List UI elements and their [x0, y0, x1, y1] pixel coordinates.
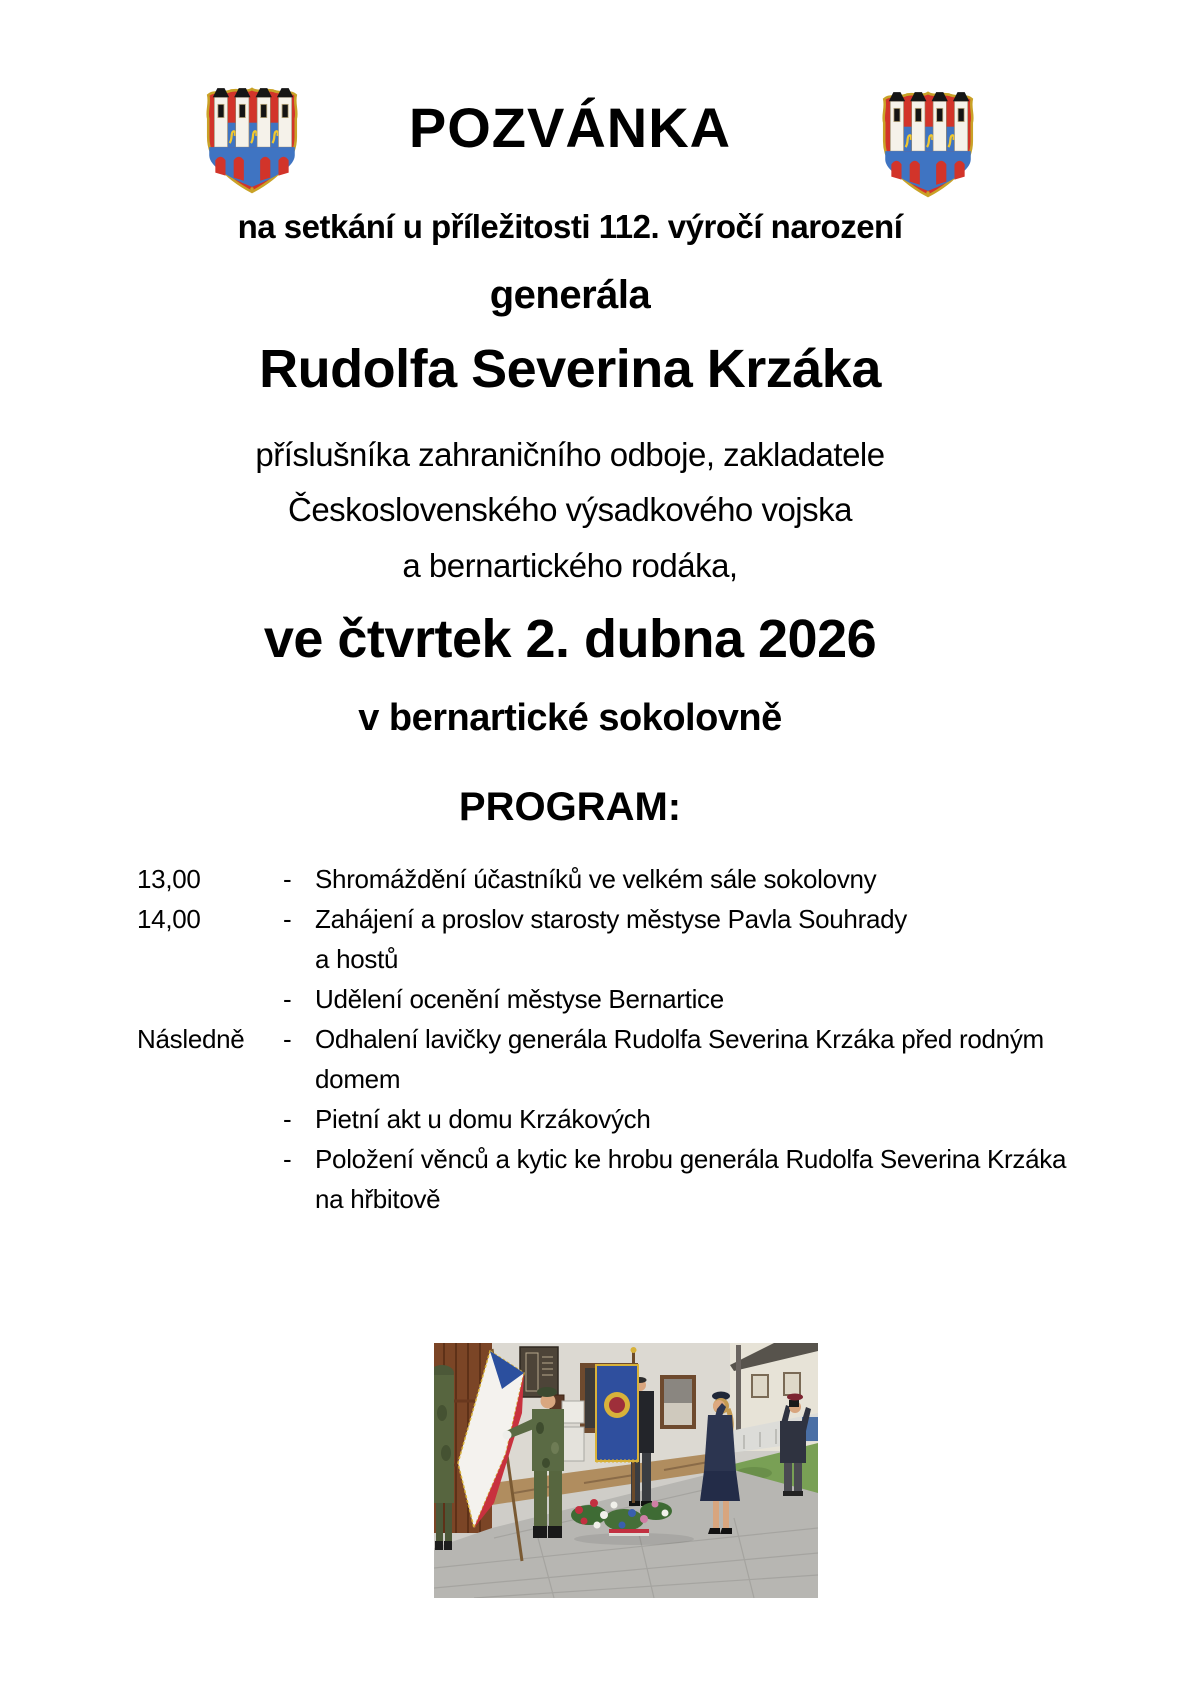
program-text: Zahájení a proslov starosty městyse Pavla Souhrady	[315, 904, 907, 934]
event-date: ve čtvrtek 2. dubna 2026	[263, 609, 877, 669]
general-name: Rudolfa Severina Krzáka	[259, 339, 881, 399]
ground-shadow	[574, 1533, 694, 1545]
program-row	[0, 1064, 1190, 1104]
page-title: POZVÁNKA	[408, 96, 732, 159]
description-line-2: Československého výsadkového vojska	[288, 491, 852, 528]
program-dash: -	[283, 1144, 292, 1174]
program-heading: PROGRAM:	[458, 785, 682, 829]
program-dash: -	[283, 1024, 292, 1054]
program-text: na hřbitově	[315, 1184, 441, 1214]
program-row	[0, 1024, 1190, 1064]
program-text: Udělení ocenění městyse Bernartice	[315, 984, 724, 1014]
program-text: domem	[315, 1064, 401, 1094]
program-row	[0, 904, 1190, 944]
memorial-ceremony-photo	[434, 1343, 818, 1598]
program-dash: -	[283, 1104, 292, 1134]
program-text: Položení věnců a kytic ke hrobu generála Rudolfa Severina Krzáka	[315, 1144, 1067, 1174]
program-row	[0, 984, 1190, 1024]
program-text: Pietní akt u domu Krzákových	[315, 1104, 651, 1134]
program-row	[0, 1184, 1190, 1224]
program-row	[0, 1104, 1190, 1144]
program-schedule	[0, 864, 1190, 1224]
program-row	[0, 1144, 1190, 1184]
event-venue: v bernartické sokolovně	[358, 697, 782, 739]
program-text: Odhalení lavičky generála Rudolfa Severina Krzáka před rodným	[315, 1024, 1044, 1054]
program-dash: -	[283, 984, 292, 1014]
subtitle: na setkání u příležitosti 112. výročí narození	[237, 208, 903, 245]
description-line-1: příslušníka zahraničního odboje, zakladatele	[255, 436, 885, 473]
program-time: 13,00	[137, 864, 201, 894]
program-text: Shromáždění účastníků ve velkém sále sokolovny	[315, 864, 877, 894]
program-dash: -	[283, 904, 292, 934]
program-row	[0, 864, 1190, 904]
program-time: 14,00	[137, 904, 201, 934]
program-time: Následně	[137, 1024, 245, 1054]
description-line-3: a bernartického rodáka,	[402, 547, 738, 584]
program-row	[0, 944, 1190, 984]
program-dash: -	[283, 864, 292, 894]
program-text: a hostů	[315, 944, 399, 974]
rank-line: generála	[489, 273, 651, 317]
